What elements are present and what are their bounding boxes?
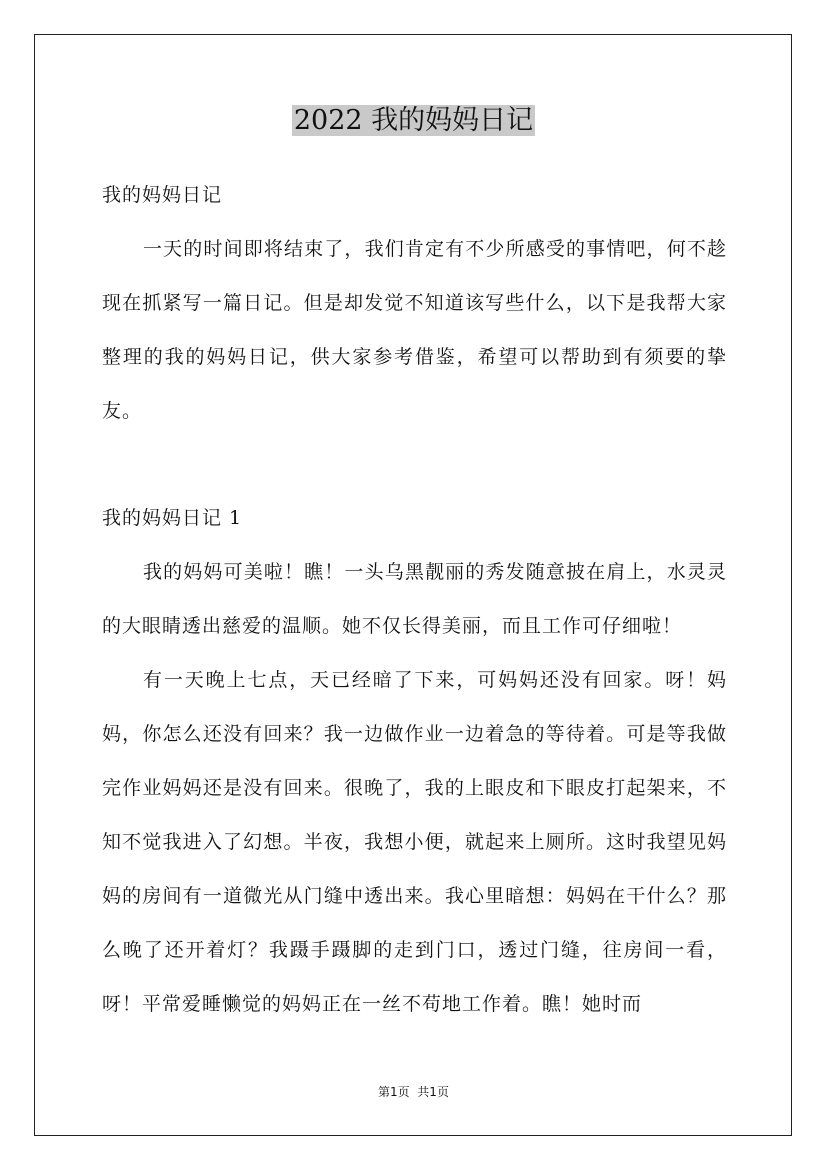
section-spacer	[102, 438, 727, 491]
document-body	[102, 168, 727, 1031]
page-number: 第1页 共1页	[378, 1085, 449, 1099]
section1-paragraph-1: 我的妈妈可美啦！瞧！一头乌黑靓丽的秀发随意披在肩上，水灵灵的大眼睛透出慈爱的温顺。她不仅长得美丽，而且工作可仔细啦！	[102, 561, 727, 637]
document-title-text: 2022 我的妈妈日记	[293, 105, 534, 136]
page-footer	[0, 1083, 827, 1100]
section1-paragraph-2: 有一天晚上七点，天已经暗了下来，可妈妈还没有回家。呀！妈妈，你怎么还没有回来？我一边做作业一边着急的等待着。可是等我做完作业妈妈还是没有回来。很晚了，我的上眼皮和下眼皮打起架来，不知不觉我进入了幻想。半夜，我想小便，就起来上厕所。这时我望见妈妈的房间有一道微光从门缝中透出来。我心里暗想：妈妈在干什么？那么晚了还开着灯？我蹑手蹑脚的走到门口，透过门缝，往房间一看，呀！平常爱睡懒觉的妈妈正在一丝不苟地工作着。瞧！她时而	[102, 669, 727, 1015]
intro-paragraph: 一天的时间即将结束了，我们肯定有不少所感受的事情吧，何不趁现在抓紧写一篇日记。但是却发觉不知道该写些什么，以下是我帮大家整理的我的妈妈日记，供大家参考借鉴，希望可以帮助到有须要的挚友。	[102, 238, 727, 422]
document-title	[0, 101, 827, 141]
section1-heading: 我的妈妈日记 1	[102, 507, 243, 529]
intro-heading: 我的妈妈日记	[102, 184, 223, 206]
